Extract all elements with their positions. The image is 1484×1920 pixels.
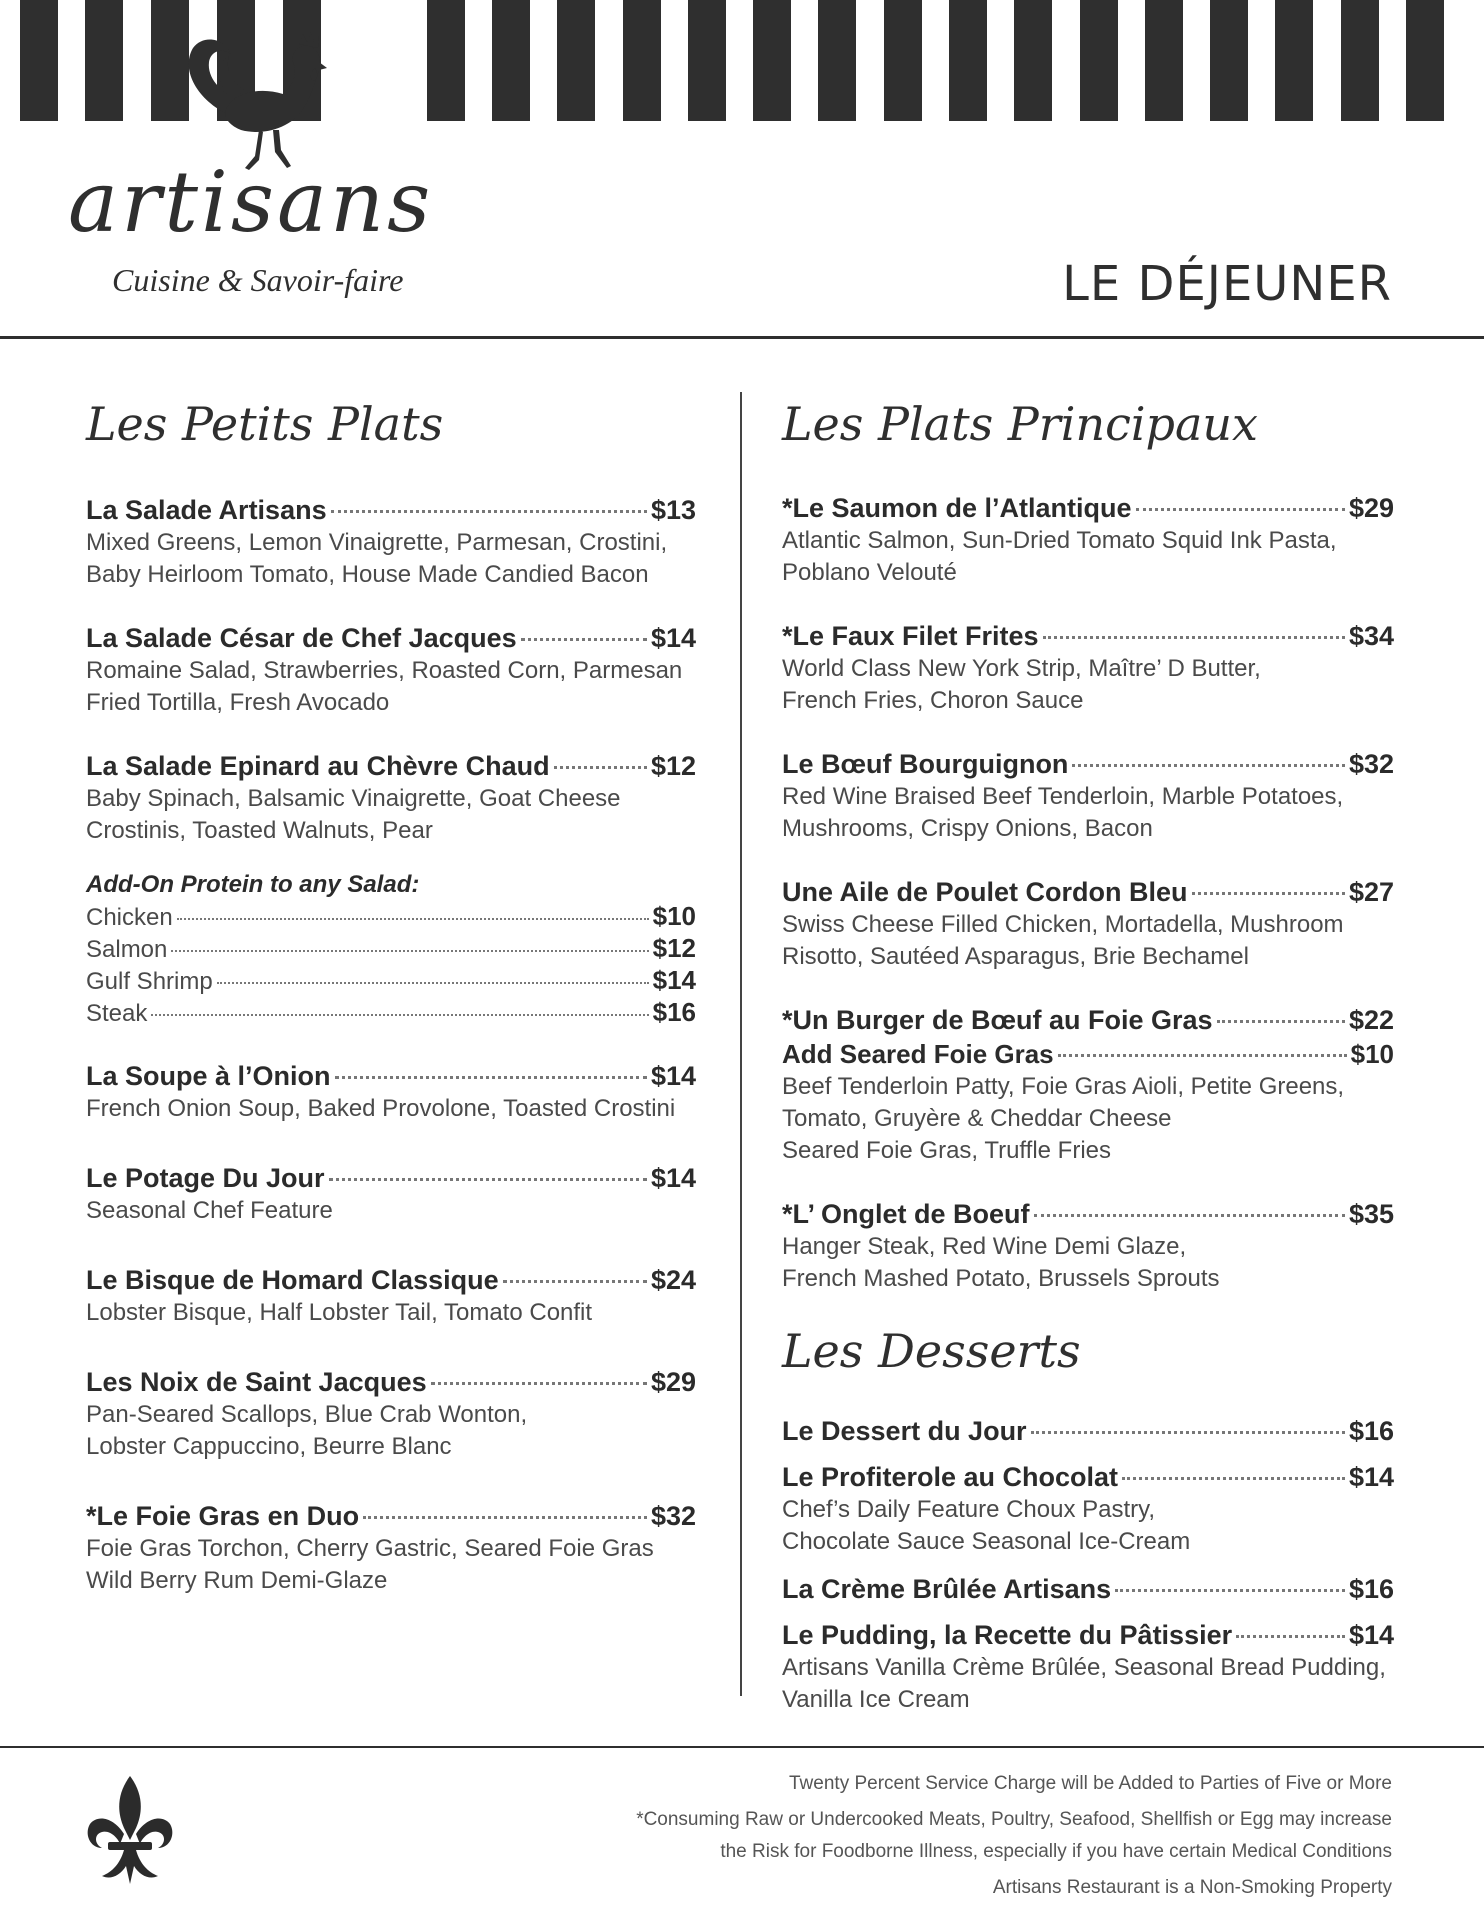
- leader-dots: [1122, 1477, 1345, 1480]
- leader-dots: [1115, 1589, 1345, 1592]
- item-price: $14: [650, 622, 696, 653]
- item-price: $16: [1348, 1415, 1394, 1446]
- item-price: $27: [1348, 876, 1394, 907]
- stripe: [427, 0, 465, 121]
- addon-price: $12: [652, 932, 696, 963]
- item-price: $14: [650, 1162, 696, 1193]
- item-description: Beef Tenderloin Patty, Foie Gras Aioli, Petite Greens, Tomato, Gruyère & Cheddar Cheese Seared Foie Gras, Truffle Fries: [782, 1072, 1345, 1164]
- menu-item: [782, 1197, 1394, 1295]
- item-name: Le Profiterole au Chocolat: [782, 1461, 1119, 1492]
- menu-item: [782, 1460, 1394, 1558]
- addon-price: $14: [652, 964, 696, 995]
- item-description: Mixed Greens, Lemon Vinaigrette, Parmesan, Crostini, Baby Heirloom Tomato, House Made Candied Bacon: [86, 528, 668, 588]
- leader-dots: [329, 1178, 647, 1181]
- leader-dots: [554, 766, 647, 769]
- brand-tagline: Cuisine & Savoir-faire: [112, 262, 404, 298]
- item-description: Pan-Seared Scallops, Blue Crab Wonton, Lobster Cappuccino, Beurre Blanc: [86, 1400, 528, 1460]
- stripe: [884, 0, 922, 121]
- item-price: $29: [650, 1366, 696, 1397]
- stripe: [1275, 0, 1313, 121]
- menu-item: [782, 875, 1394, 973]
- stripe: [1145, 0, 1183, 121]
- item-price: $14: [1348, 1461, 1394, 1492]
- section-title: Les Desserts: [782, 1323, 1081, 1378]
- bottom-divider: [0, 1746, 1484, 1748]
- leader-dots: [521, 638, 647, 641]
- item-name: *Le Faux Filet Frites: [782, 620, 1039, 651]
- leader-dots: [1192, 892, 1345, 895]
- item-description: World Class New York Strip, Maître’ D Butter, French Fries, Choron Sauce: [782, 654, 1261, 714]
- section-title: Les Petits Plats: [86, 397, 444, 451]
- menu-item: [86, 621, 696, 719]
- leader-dots: [1043, 636, 1345, 639]
- addon-name: Gulf Shrimp: [86, 967, 213, 995]
- menu-item: [86, 493, 696, 591]
- item-price: $24: [650, 1264, 696, 1295]
- section-title: Les Plats Principaux: [782, 397, 1258, 451]
- item-name: *L’ Onglet de Boeuf: [782, 1198, 1030, 1229]
- leader-dots: [363, 1516, 647, 1519]
- item-price: $29: [1348, 492, 1394, 523]
- stripe: [753, 0, 791, 121]
- brand-name: artisans: [68, 153, 434, 251]
- item-description: French Onion Soup, Baked Provolone, Toasted Crostini: [86, 1094, 676, 1122]
- item-description: Swiss Cheese Filled Chicken, Mortadella, Mushroom Risotto, Sautéed Asparagus, Brie Bechamel: [782, 910, 1344, 970]
- plats-principaux-column: [782, 398, 1394, 1746]
- addon-title: Add-On Protein to any Salad:: [86, 870, 420, 898]
- menu-item: [782, 619, 1394, 717]
- addon-row: [86, 965, 696, 997]
- menu-item: [86, 749, 696, 847]
- stripe: [1341, 0, 1379, 121]
- stripe: [1406, 0, 1444, 121]
- leader-dots: [1217, 1020, 1345, 1023]
- stripe: [688, 0, 726, 121]
- stripe: [20, 0, 58, 121]
- fleur-de-lis-icon: [84, 1774, 176, 1886]
- leader-dots: [151, 1014, 648, 1016]
- item-name: *Le Foie Gras en Duo: [86, 1500, 360, 1531]
- item-name: *Le Saumon de l’Atlantique: [782, 492, 1132, 523]
- item-price: $12: [650, 750, 696, 781]
- item-description: Romaine Salad, Strawberries, Roasted Corn, Parmesan Fried Tortilla, Fresh Avocado: [86, 656, 683, 716]
- item-name: Le Bisque de Homard Classique: [86, 1264, 499, 1295]
- item-name: Le Dessert du Jour: [782, 1415, 1027, 1446]
- item-description: Red Wine Braised Beef Tenderloin, Marble Potatoes, Mushrooms, Crispy Onions, Bacon: [782, 782, 1344, 842]
- service-charge-note: Twenty Percent Service Charge will be Added to Parties of Five or More: [789, 1773, 1392, 1794]
- menu-item: [782, 1414, 1394, 1448]
- leader-dots: [1031, 1431, 1345, 1434]
- item-name: *Un Burger de Bœuf au Foie Gras: [782, 1004, 1213, 1035]
- leader-dots: [335, 1076, 647, 1079]
- item-price: $14: [650, 1060, 696, 1091]
- stripe: [85, 0, 123, 121]
- menu-item: [782, 747, 1394, 845]
- stripe: [1014, 0, 1052, 121]
- item-name: Les Noix de Saint Jacques: [86, 1366, 427, 1397]
- menu-item: [782, 491, 1394, 589]
- menu-item: [86, 1365, 696, 1463]
- leader-dots: [1058, 1054, 1347, 1057]
- item-name: Une Aile de Poulet Cordon Bleu: [782, 876, 1188, 907]
- item-price: $16: [1348, 1573, 1394, 1604]
- addon-price: $16: [652, 996, 696, 1027]
- stripe: [557, 0, 595, 121]
- item-price: $32: [1348, 748, 1394, 779]
- addon-protein-list: [86, 869, 696, 1029]
- addon-row: [86, 997, 696, 1029]
- non-smoking-note: Artisans Restaurant is a Non-Smoking Property: [992, 1877, 1392, 1898]
- item-name: La Salade Epinard au Chèvre Chaud: [86, 750, 550, 781]
- stripe: [492, 0, 530, 121]
- leader-dots: [171, 950, 648, 952]
- addon-name: Salmon: [86, 935, 168, 963]
- item-description: Baby Spinach, Balsamic Vinaigrette, Goat Cheese Crostinis, Toasted Walnuts, Pear: [86, 784, 621, 844]
- leader-dots: [1034, 1214, 1345, 1217]
- page-title: LE DÉJEUNER: [1062, 256, 1392, 312]
- leader-dots: [1072, 764, 1345, 767]
- leader-dots: [1136, 508, 1345, 511]
- stripe: [949, 0, 987, 121]
- leader-dots: [1236, 1635, 1345, 1638]
- item-price: $13: [650, 494, 696, 525]
- stripe: [818, 0, 856, 121]
- leader-dots: [431, 1382, 647, 1385]
- item-price: $35: [1348, 1198, 1394, 1229]
- addon-name: Steak: [86, 999, 148, 1027]
- item-name: La Crème Brûlée Artisans: [782, 1573, 1112, 1604]
- menu-item: [86, 1499, 696, 1597]
- stripe: [623, 0, 661, 121]
- item-description: Chef’s Daily Feature Choux Pastry, Chocolate Sauce Seasonal Ice-Cream: [782, 1495, 1191, 1555]
- item-price: $14: [1348, 1619, 1394, 1650]
- addon-price: $10: [652, 900, 696, 931]
- stripe: [1080, 0, 1118, 121]
- addon-row: [86, 901, 696, 933]
- stripe: [1210, 0, 1248, 121]
- menu-item: [86, 1059, 696, 1125]
- item-description: Artisans Vanilla Crème Brûlée, Seasonal Bread Pudding, Vanilla Ice Cream: [782, 1653, 1386, 1713]
- item-price: $34: [1348, 620, 1394, 651]
- leader-dots: [503, 1280, 647, 1283]
- footer-notes: [636, 1768, 1392, 1904]
- item-price: $32: [650, 1500, 696, 1531]
- addon-row: [86, 933, 696, 965]
- menu-item: [86, 1161, 696, 1227]
- item-description: Seasonal Chef Feature: [86, 1196, 333, 1224]
- leader-dots: [331, 510, 647, 513]
- menu-item: [782, 1618, 1394, 1716]
- item-description: Atlantic Salmon, Sun-Dried Tomato Squid Ink Pasta, Poblano Velouté: [782, 526, 1337, 586]
- item-description: Lobster Bisque, Half Lobster Tail, Tomato Confit: [86, 1298, 593, 1326]
- item-name: Le Bœuf Bourguignon: [782, 748, 1069, 779]
- addon-name: Add Seared Foie Gras: [782, 1038, 1054, 1069]
- item-description: Foie Gras Torchon, Cherry Gastric, Seared Foie Gras Wild Berry Rum Demi-Glaze: [86, 1534, 654, 1594]
- leader-dots: [177, 918, 649, 920]
- column-divider: [740, 392, 742, 1696]
- petits-plats-column: [86, 398, 696, 1627]
- item-price: $22: [1348, 1004, 1394, 1035]
- addon-price: $10: [1350, 1038, 1394, 1069]
- menu-item: [782, 1003, 1394, 1167]
- item-name: La Salade César de Chef Jacques: [86, 622, 517, 653]
- menu-item: [86, 1263, 696, 1329]
- menu-item: [782, 1572, 1394, 1606]
- addon-name: Chicken: [86, 903, 173, 931]
- addon-line: [782, 1037, 1394, 1071]
- leader-dots: [217, 982, 649, 984]
- item-name: Le Pudding, la Recette du Pâtissier: [782, 1619, 1233, 1650]
- item-name: Le Potage Du Jour: [86, 1162, 325, 1193]
- health-warning: *Consuming Raw or Undercooked Meats, Poultry, Seafood, Shellfish or Egg may increase the Risk for Foodborne Illness, especially if you have certain Medical Conditions: [636, 1809, 1392, 1862]
- top-divider: [0, 336, 1484, 339]
- item-name: La Salade Artisans: [86, 494, 327, 525]
- item-description: Hanger Steak, Red Wine Demi Glaze, French Mashed Potato, Brussels Sprouts: [782, 1232, 1220, 1292]
- item-name: La Soupe à l’Onion: [86, 1060, 331, 1091]
